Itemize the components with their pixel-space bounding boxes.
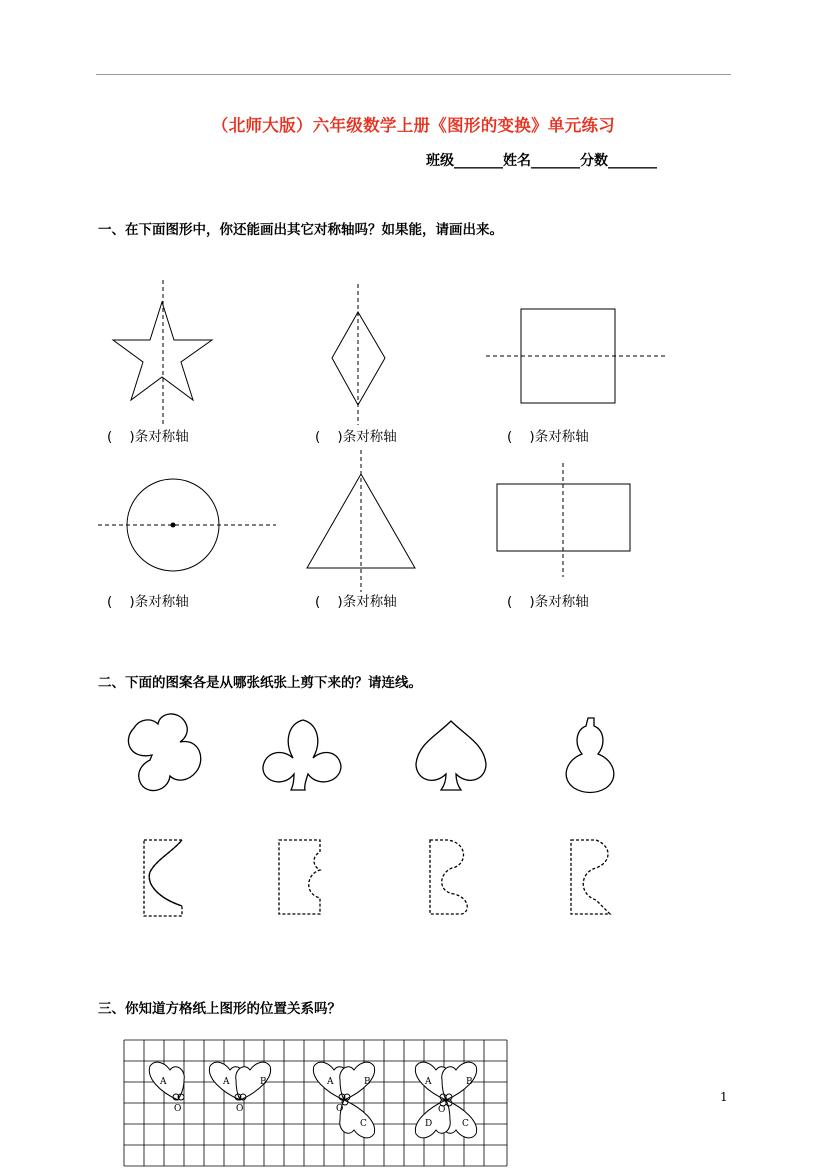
square-axis-count-blank[interactable]: ( )条对称轴 <box>507 429 589 445</box>
rhombus-axis-count-blank[interactable]: ( )条对称轴 <box>315 429 397 445</box>
label-b-2: B <box>260 1077 267 1087</box>
pivot-knots <box>173 1094 452 1106</box>
label-b-3: B <box>364 1077 371 1087</box>
label-d-4: D <box>425 1119 433 1129</box>
page-number: 1 <box>720 1090 728 1104</box>
label-o-4: O <box>438 1105 446 1115</box>
rectangle-axis-count-blank[interactable]: ( )条对称轴 <box>507 594 589 610</box>
label-c-3: C <box>360 1119 367 1129</box>
label-b-4: B <box>466 1077 473 1087</box>
label-a-2: A <box>223 1077 230 1087</box>
label-a-3: A <box>327 1077 334 1087</box>
question-2-heading: 二、下面的图案各是从哪张纸张上剪下来的？请连线。 <box>98 675 422 691</box>
label-a-1: A <box>160 1077 167 1087</box>
label-c-4: C <box>462 1119 469 1129</box>
label-a-4: A <box>425 1077 432 1087</box>
label-o-2: O <box>236 1104 244 1114</box>
question-3-heading: 三、你知道方格纸上图形的位置关系吗？ <box>98 1001 341 1017</box>
circle-axis-count-blank[interactable]: ( )条对称轴 <box>107 594 189 610</box>
student-info-line: 班级_______姓名_______分数_______ <box>426 153 657 169</box>
page-title: （北师大版）六年级数学上册《图形的变换》单元练习 <box>211 116 616 135</box>
label-o-1: O <box>174 1104 182 1114</box>
star-axis-count-blank[interactable]: ( )条对称轴 <box>107 429 189 445</box>
question-1-heading: 一、在下面图形中，你还能画出其它对称轴吗？如果能，请画出来。 <box>98 222 503 238</box>
label-o-3: O <box>336 1104 344 1114</box>
triangle-axis-count-blank[interactable]: ( )条对称轴 <box>315 594 397 610</box>
